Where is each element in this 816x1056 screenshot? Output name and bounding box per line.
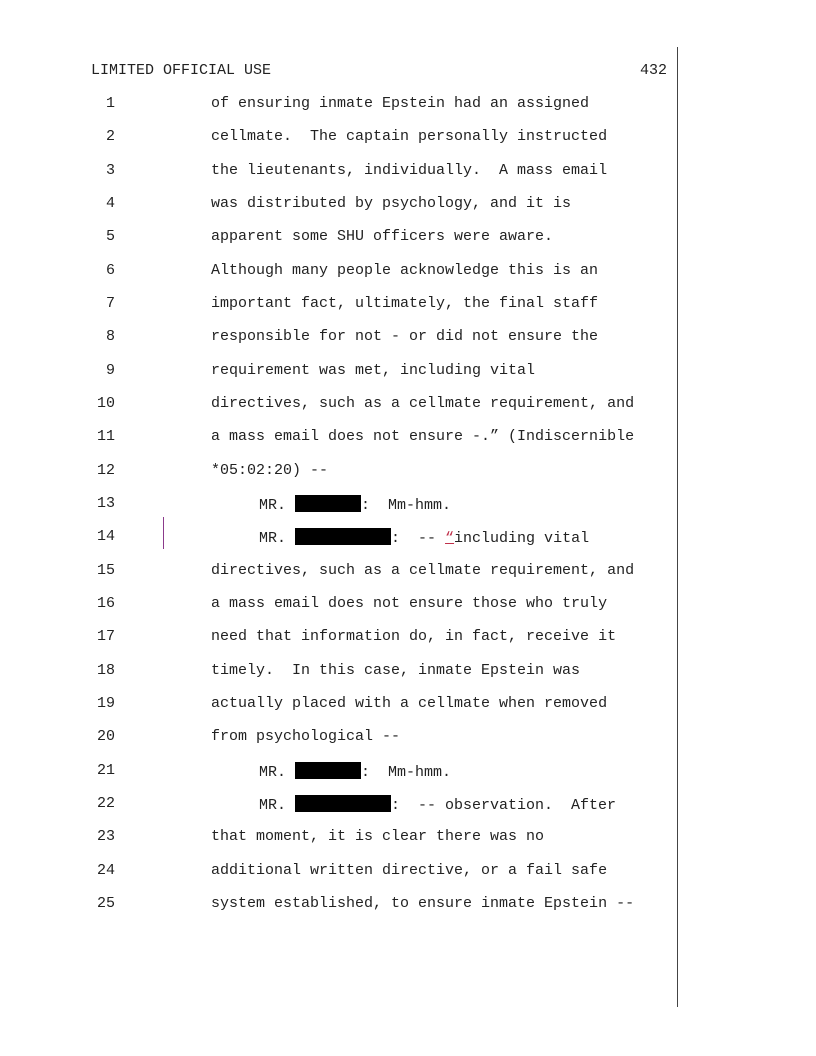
transcript-line [0, 595, 700, 615]
speaker-prefix: MR. [259, 497, 296, 514]
transcript-line [0, 762, 700, 782]
line-number: 15 [96, 562, 115, 579]
line-text: : Mm-hmm. [361, 497, 452, 514]
line-text: the lieutenants, individually. A mass email [211, 162, 608, 179]
transcript-line [0, 528, 700, 548]
line-text: : Mm-hmm. [361, 764, 452, 781]
line-text: apparent some SHU officers were aware. [211, 228, 554, 245]
line-text: : -- observation. After [391, 797, 617, 814]
line-number: 21 [96, 762, 115, 779]
line-text: responsible for not - or did not ensure the [211, 328, 599, 345]
line-number: 2 [105, 128, 115, 145]
line-text: a mass email does not ensure -.” (Indiscernible [211, 428, 635, 445]
transcript-line [0, 362, 700, 382]
line-text: from psychological -- [211, 728, 401, 745]
transcript-line [0, 462, 700, 482]
speaker-line [259, 762, 451, 781]
line-number: 11 [96, 428, 115, 445]
transcript-line [0, 695, 700, 715]
transcript-line [0, 428, 700, 448]
line-text: requirement was met, including vital [211, 362, 536, 379]
transcript-line [0, 495, 700, 515]
transcript-line [0, 628, 700, 648]
transcript-line [0, 295, 700, 315]
transcript-line [0, 128, 700, 148]
transcript-line [0, 228, 700, 248]
redaction-block [295, 495, 361, 512]
line-text: directives, such as a cellmate requirement, and [211, 562, 635, 579]
line-number: 3 [105, 162, 115, 179]
transcript-line [0, 728, 700, 748]
transcript-line [0, 562, 700, 582]
speaker-prefix: MR. [259, 797, 296, 814]
line-text: need that information do, in fact, receive it [211, 628, 617, 645]
line-number: 7 [105, 295, 115, 312]
line-text: actually placed with a cellmate when removed [211, 695, 608, 712]
transcript-line [0, 162, 700, 182]
redaction-block [295, 528, 391, 545]
line-number: 8 [105, 328, 115, 345]
line-text: including vital [454, 530, 590, 547]
speaker-line [259, 495, 451, 514]
line-number: 17 [96, 628, 115, 645]
transcript-line [0, 862, 700, 882]
line-text: a mass email does not ensure those who truly [211, 595, 608, 612]
redaction-block [295, 795, 391, 812]
line-number: 14 [96, 528, 115, 545]
line-number: 19 [96, 695, 115, 712]
line-number: 18 [96, 662, 115, 679]
line-number: 4 [105, 195, 115, 212]
transcript-line [0, 662, 700, 682]
transcript-line [0, 895, 700, 915]
line-text: of ensuring inmate Epstein had an assigned [211, 95, 590, 112]
line-text: Although many people acknowledge this is an [211, 262, 599, 279]
line-number: 13 [96, 495, 115, 512]
transcript-line [0, 262, 700, 282]
transcript-line [0, 828, 700, 848]
line-number: 16 [96, 595, 115, 612]
line-number: 1 [105, 95, 115, 112]
line-text: cellmate. The captain personally instructed [211, 128, 608, 145]
page-number: 432 [639, 62, 667, 79]
line-number: 9 [105, 362, 115, 379]
header-label: LIMITED OFFICIAL USE [91, 62, 272, 79]
line-text: *05:02:20) -- [211, 462, 329, 479]
line-text: was distributed by psychology, and it is [211, 195, 572, 212]
line-number: 24 [96, 862, 115, 879]
transcript-line [0, 195, 700, 215]
line-number: 12 [96, 462, 115, 479]
line-number: 25 [96, 895, 115, 912]
redaction-block [295, 762, 361, 779]
transcript-line [0, 328, 700, 348]
line-text: directives, such as a cellmate requirement, and [211, 395, 635, 412]
speaker-line [259, 795, 616, 814]
line-number: 22 [96, 795, 115, 812]
line-number: 10 [96, 395, 115, 412]
speaker-prefix: MR. [259, 764, 296, 781]
transcript-line [0, 395, 700, 415]
line-text: additional written directive, or a fail safe [211, 862, 608, 879]
transcript-line [0, 795, 700, 815]
line-number: 5 [105, 228, 115, 245]
line-number: 20 [96, 728, 115, 745]
transcript-line [0, 95, 700, 115]
line-text: : -- [391, 530, 446, 547]
line-text: important fact, ultimately, the final staff [211, 295, 599, 312]
speaker-line [259, 528, 589, 547]
speaker-prefix: MR. [259, 530, 296, 547]
line-text: system established, to ensure inmate Epstein -- [211, 895, 635, 912]
line-text: that moment, it is clear there was no [211, 828, 545, 845]
tracked-change-quote: “ [445, 530, 455, 547]
line-number: 23 [96, 828, 115, 845]
line-text: timely. In this case, inmate Epstein was [211, 662, 581, 679]
line-number: 6 [105, 262, 115, 279]
